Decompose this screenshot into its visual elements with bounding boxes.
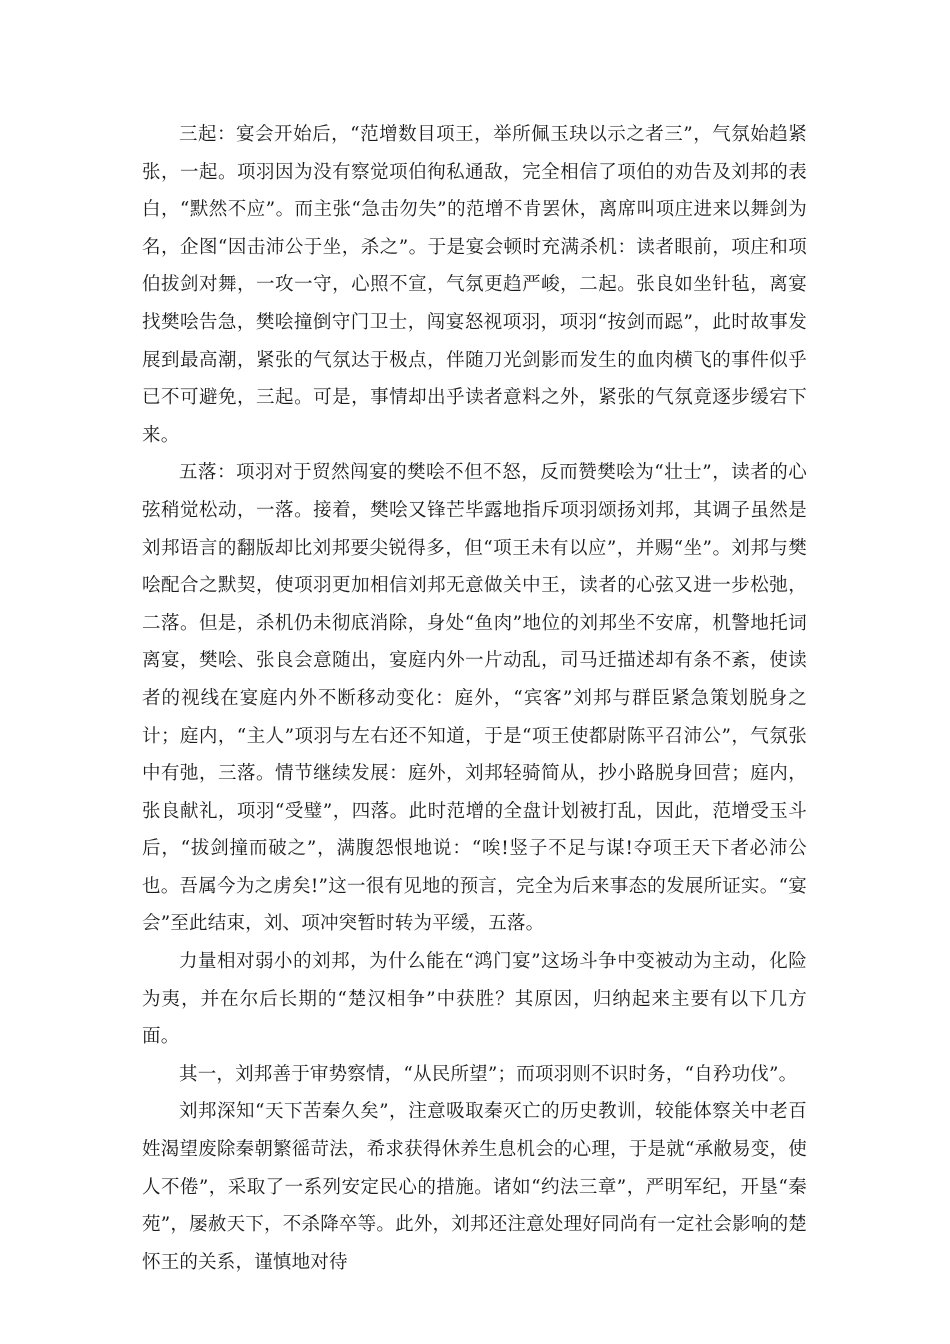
paragraph-question: 力量相对弱小的刘邦，为什么能在“鸿门宴”这场斗争中变被动为主动，化险为夷，并在尔后长期的“楚汉相争”中获胜？其原因，归纳起来主要有以下几方面。: [142, 951, 807, 1048]
paragraph-liubang-policy: 刘邦深知“天下苦秦久矣”，注意吸取秦灭亡的历史教训，较能体察关中老百姓渴望废除秦朝繁徭苛法，希求获得休养生息机会的心理，于是就“承敝易变，使人不倦”，采取了一系列安定民心的措施。诸如“约法三章”，严明军纪，开垦“秦苑”，屡赦天下，不杀降卒等。此外，刘邦还注意处理好同尚有一定社会影响的楚怀王的关系，谨慎地对待: [142, 1101, 807, 1273]
body-text: [142, 116, 807, 1281]
paragraph-five-falls: 五落：项羽对于贸然闯宴的樊哙不但不怒，反而赞樊哙为“壮士”，读者的心弦稍觉松动，一落。接着，樊哙又锋芒毕露地指斥项羽颂扬刘邦，其调子虽然是刘邦语言的翻版却比刘邦要尖锐得多，但“项王未有以应”，并赐“坐”。刘邦与樊哙配合之默契，使项羽更加相信刘邦无意做关中王，读者的心弦又进一步松弛，二落。但是，杀机仍未彻底消除，身处“鱼肉”地位的刘邦坐不安席，机警地托词离宴，樊哙、张良会意随出，宴庭内外一片动乱，司马迁描述却有条不紊，使读者的视线在宴庭内外不断移动变化：庭外，“宾客”刘邦与群臣紧急策划脱身之计；庭内，“主人”项羽与左右还不知道，于是“项王使都尉陈平召沛公”，气氛张中有弛，三落。情节继续发展：庭外，刘邦轻骑简从，抄小路脱身回营；庭内，张良献礼，项羽“受璧”，四落。此时范增的全盘计划被打乱，因此，范增受玉斗后，“拔剑撞而破之”，满腹怨恨地说：“唉!竖子不足与谋!夺项王天下者必沛公也。吾属今为之虏矣!”这一很有见地的预言，完全为后来事态的发展所证实。“宴会”至此结束，刘、项冲突暂时转为平缓，五落。: [142, 462, 807, 935]
paragraph-three-rises: 三起：宴会开始后，“范增数目项王，举所佩玉玦以示之者三”，气氛始趋紧张，一起。项羽因为没有察觉项伯徇私通敌，完全相信了项伯的劝告及刘邦的表白，“默然不应”。而主张“急击勿失”的范增不肯罢休，离席叫项庄进来以舞剑为名，企图“因击沛公于坐，杀之”。于是宴会顿时充满杀机：读者眼前，项庄和项伯拔剑对舞，一攻一守，心照不宣，气氛更趋严峻，二起。张良如坐针毡，离宴找樊哙告急，樊哙撞倒守门卫士，闯宴怒视项羽，项羽“按剑而跽”，此时故事发展到最高潮，紧张的气氛达于极点，伴随刀光剑影而发生的血肉横飞的事件似乎已不可避免，三起。可是，事情却出乎读者意料之外，紧张的气氛竟逐步缓宕下来。: [142, 124, 807, 446]
paragraph-reason-one: 其一，刘邦善于审势察情，“从民所望”；而项羽则不识时务，“自矜功伐”。: [179, 1063, 798, 1085]
